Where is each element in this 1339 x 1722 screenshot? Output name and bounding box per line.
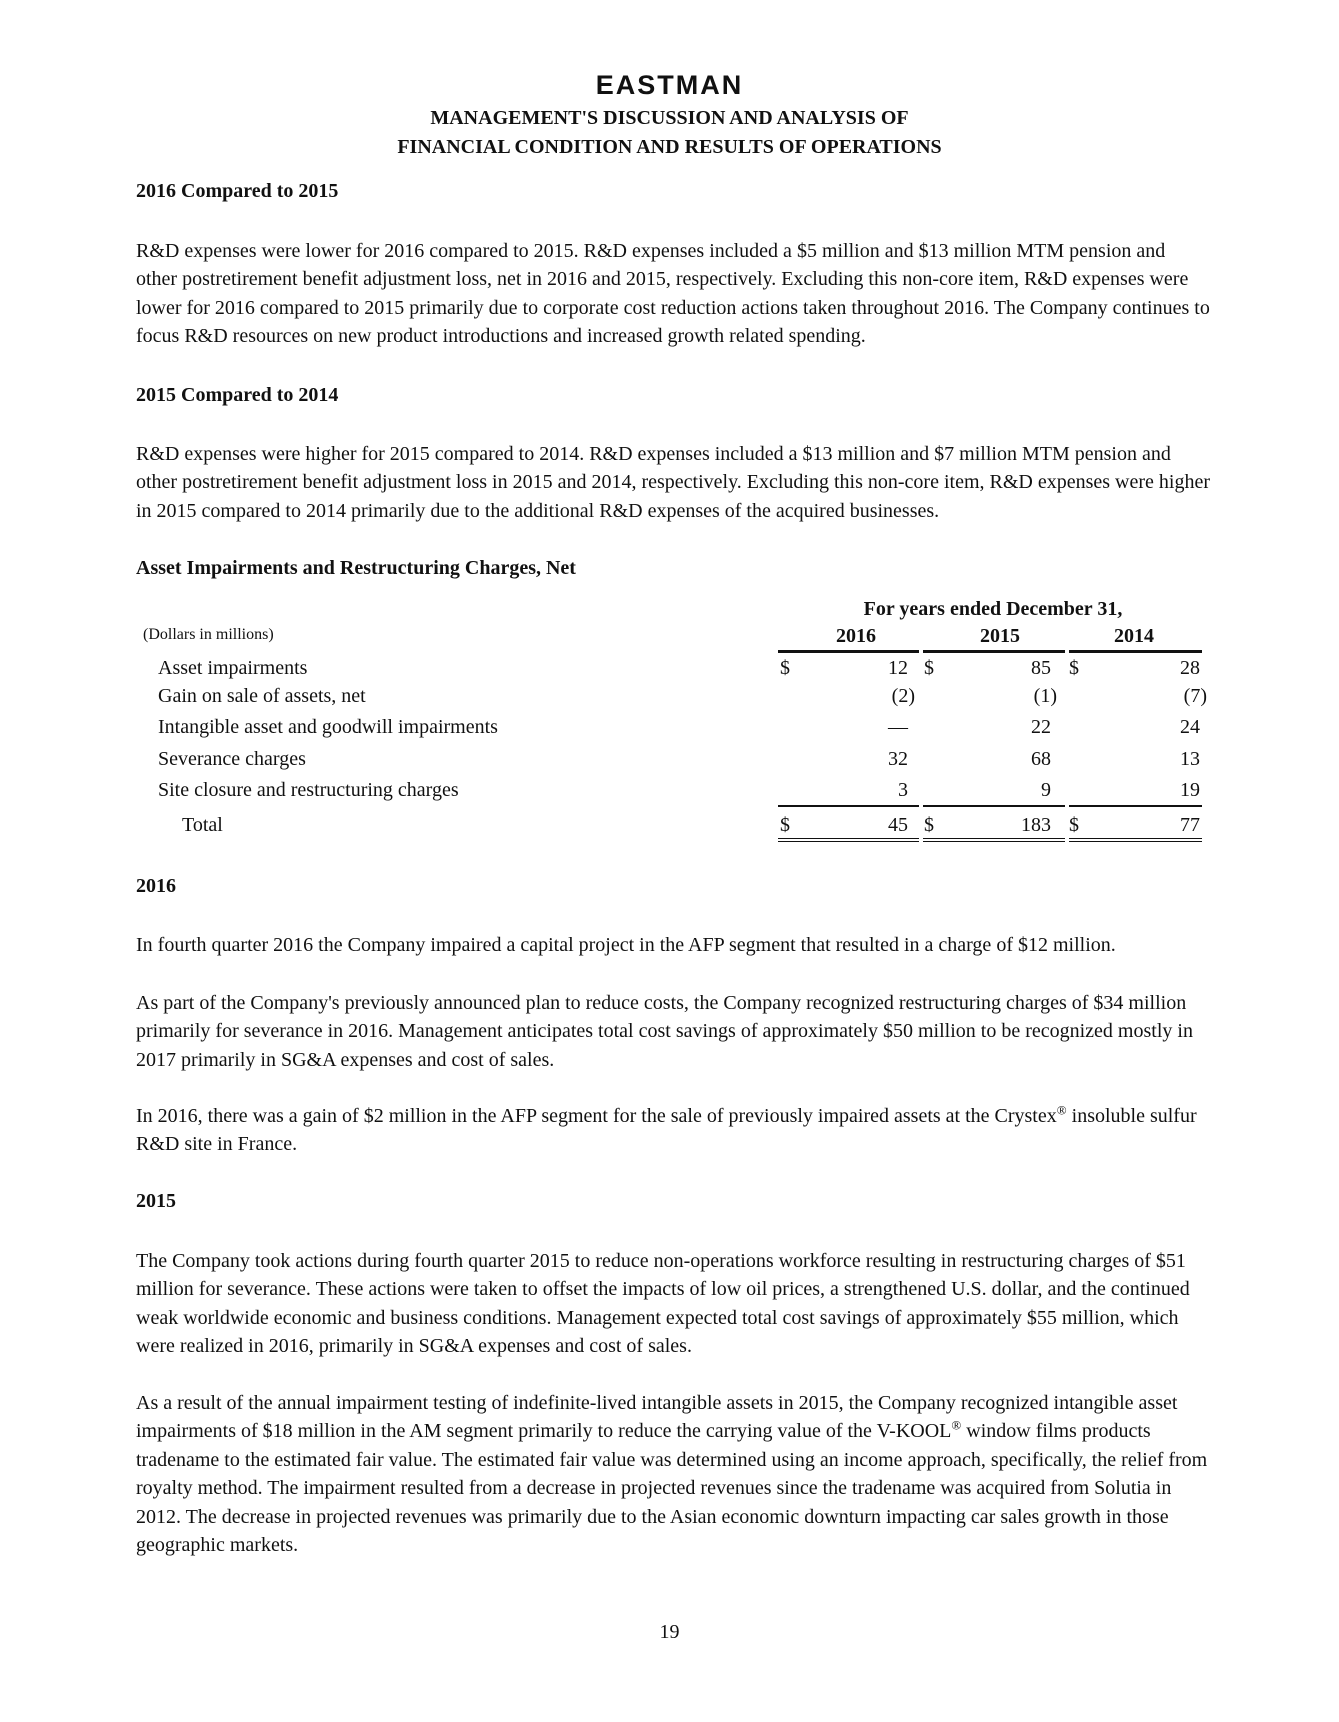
section-heading-asset-impairments: Asset Impairments and Restructuring Charges, Net [136, 557, 576, 579]
page-title-line-2: FINANCIAL CONDITION AND RESULTS OF OPERATIONS [397, 136, 942, 158]
cell-2016: 32 [888, 748, 908, 770]
cell-2014: 13 [1180, 748, 1200, 770]
cell-2015: 22 [1031, 716, 1051, 738]
section-heading-2015: 2015 [136, 1190, 176, 1212]
total-double-rule-2015 [923, 838, 1065, 839]
total-double-rule-2016 [778, 838, 919, 839]
header-rule-2015 [923, 650, 1065, 653]
cell-2014: (7) [1183, 685, 1207, 707]
column-header-2016: 2016 [836, 625, 876, 647]
currency-symbol: $ [1069, 814, 1079, 836]
total-double-rule-2014 [1069, 841, 1202, 842]
total-double-rule-2016 [778, 841, 919, 842]
eastman-logo: EASTMAN [595, 70, 744, 100]
row-label: Gain on sale of assets, net [158, 685, 366, 707]
paragraph-2016-restructuring: As part of the Company's previously announced plan to reduce costs, the Company recognized restructuring charges of $34 million primarily for severance in 2016. Management anticipates total cost savings of approximately $50 million to be recognized mostly in 2017 primarily in SG&A expenses and cost of sales. [136, 992, 1193, 1071]
section-heading-2015-vs-2014: 2015 Compared to 2014 [136, 384, 339, 406]
section-heading-2016-vs-2015: 2016 Compared to 2015 [136, 180, 339, 202]
total-double-rule-2014 [1069, 838, 1202, 839]
total-label: Total [182, 814, 223, 836]
total-2016: 45 [888, 814, 908, 836]
paragraph-text: In 2016, there was a gain of $2 million in the AFP segment for the sale of previously impaired assets at the Crystex [136, 1105, 1057, 1127]
currency-symbol: $ [1069, 657, 1079, 679]
row-label: Asset impairments [158, 657, 308, 679]
table-super-header: For years ended December 31, [863, 598, 1123, 620]
paragraph-rd-2015: R&D expenses were higher for 2015 compared to 2014. R&D expenses included a $13 million and $7 million MTM pension and other postretirement benefit adjustment loss in 2015 and 2014, respectively. Excluding this non-core item, R&D expenses were higher in 2015 compared to 2014 primarily due to the additional R&D expenses of the acquired businesses. [136, 443, 1210, 522]
cell-2016: 3 [898, 779, 908, 801]
cell-2014: 19 [1180, 779, 1200, 801]
cell-2015: 85 [1031, 657, 1051, 679]
section-heading-2016: 2016 [136, 875, 176, 897]
currency-symbol: $ [780, 657, 790, 679]
subtotal-rule-2015 [923, 805, 1065, 807]
header-rule-2016 [778, 650, 919, 653]
currency-symbol: $ [924, 657, 934, 679]
paragraph-2015-workforce: The Company took actions during fourth quarter 2015 to reduce non-operations workforce resulting in restructuring charges of $51 million for severance. These actions were taken to offset the impacts of low oil prices, a strengthened U.S. dollar, and the continued weak worldwide economic and business conditions. Management expected total cost savings of approximately $55 million, which were realized in 2016, primarily in SG&A expenses and cost of sales. [136, 1250, 1190, 1358]
paragraph-text: As a result of the annual impairment testing of indefinite-lived intangible assets in 2015, the Company recognized intangible asset impairments of $18 million in the AM segment primarily to reduce the carrying value of the V-KOOL [136, 1392, 1178, 1443]
cell-2014: 24 [1180, 716, 1200, 738]
cell-2014: 28 [1180, 657, 1200, 679]
paragraph-2016-gain-on-sale [136, 1102, 1211, 1159]
column-header-2014: 2014 [1114, 625, 1154, 647]
currency-symbol: $ [924, 814, 934, 836]
cell-2016: (2) [891, 685, 915, 707]
currency-symbol: $ [780, 814, 790, 836]
subtotal-rule-2014 [1069, 805, 1202, 807]
row-label: Site closure and restructuring charges [158, 779, 459, 801]
paragraph-rd-2016: R&D expenses were lower for 2016 compared to 2015. R&D expenses included a $5 million and $13 million MTM pension and other postretirement benefit adjustment loss, net in 2016 and 2015, respectively. Excluding this non-core item, R&D expenses were lower for 2016 compared to 2015 primarily due to corporate cost reduction actions taken throughout 2016. The Company continues to focus R&D resources on new product introductions and increased growth related spending. [136, 240, 1210, 348]
paragraph-2016-capital-project: In fourth quarter 2016 the Company impaired a capital project in the AFP segment that resulted in a charge of $12 million. [136, 934, 1116, 956]
total-double-rule-2015 [923, 841, 1065, 842]
registered-mark: ® [951, 1417, 962, 1433]
column-header-2015: 2015 [980, 625, 1020, 647]
table-units-label: (Dollars in millions) [143, 626, 274, 643]
header-rule-2014 [1069, 650, 1202, 653]
cell-2015: 9 [1041, 779, 1051, 801]
page-title-line-1: MANAGEMENT'S DISCUSSION AND ANALYSIS OF [430, 107, 909, 129]
cell-2016: 12 [888, 657, 908, 679]
paragraph-2015-intangible-impairment [136, 1389, 1211, 1559]
row-label: Intangible asset and goodwill impairments [158, 716, 498, 738]
total-2014: 77 [1180, 814, 1200, 836]
row-label: Severance charges [158, 748, 306, 770]
cell-2016: — [888, 716, 908, 738]
registered-mark: ® [1056, 1102, 1067, 1118]
paragraph-text: insoluble sulfur R&D site in France. [136, 1105, 1197, 1156]
cell-2015: 68 [1031, 748, 1051, 770]
total-2015: 183 [1021, 814, 1051, 836]
cell-2015: (1) [1033, 685, 1057, 707]
paragraph-text: window films products tradename to the estimated fair value. The estimated fair value was determined using an income approach, specifically, the relief from royalty method. The impairment resulted from a decrease in projected revenues since the tradename was acquired from Solutia in 2012. The decrease in projected revenues was primarily due to the Asian economic downturn impacting car sales growth in those geographic markets. [136, 1420, 1208, 1557]
page-number: 19 [659, 1621, 680, 1643]
subtotal-rule-2016 [778, 805, 919, 807]
